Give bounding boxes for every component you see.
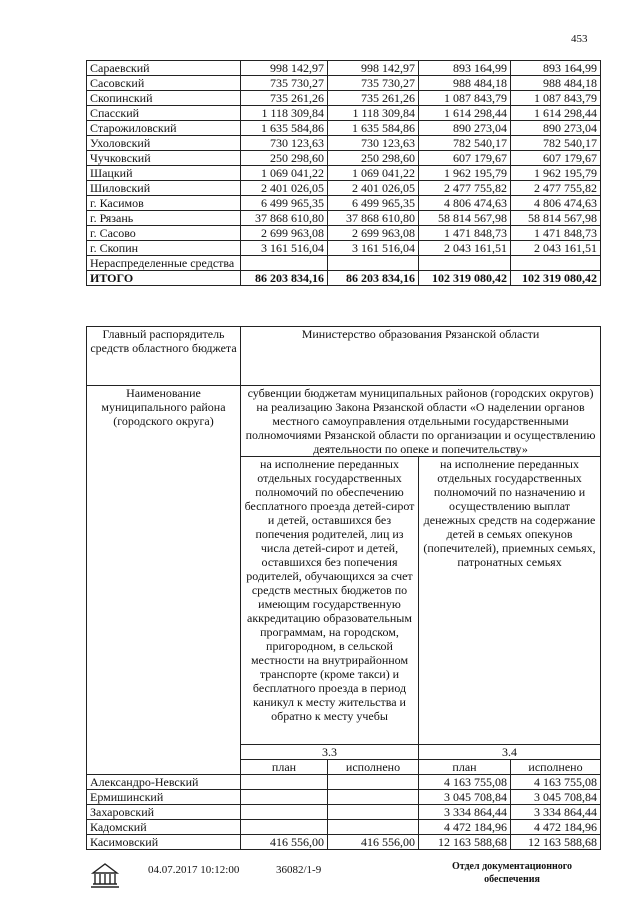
footer-department: Отдел документационного обеспечения — [451, 861, 573, 885]
amount-cell: 250 298,60 — [328, 151, 419, 166]
amount-cell — [328, 805, 419, 820]
code-3-4: 3.4 — [419, 745, 601, 760]
total-amount: 86 203 834,16 — [328, 271, 419, 286]
table-row — [87, 820, 601, 835]
amount-cell: 2 043 161,51 — [511, 241, 601, 256]
column-3-3-description: на исполнение переданных отдельных государственных полномочий по обеспечению бесплатного проезда детей-сирот и детей, оставшихся без попечения родителей, лиц из числа детей-сирот и детей, оставшихся без попечения родителей, обучающихся за счет средств местных бюджетов по имеющим государственную аккредитацию образовательным программам, на городском, пригородном, в сельской местности на внутрирайонном транспорте (кроме такси) и бесплатного проезда в период каникул к месту жительства и обратно к месту учебы — [241, 457, 419, 745]
empty-cell — [419, 256, 511, 271]
district-name: г. Сасово — [87, 226, 241, 241]
amount-cell: 6 499 965,35 — [241, 196, 328, 211]
amount-cell: 2 477 755,82 — [419, 181, 511, 196]
table-row — [87, 91, 601, 106]
district-name: Ермишинский — [87, 790, 241, 805]
amount-cell — [241, 820, 328, 835]
amount-cell: 1 614 298,44 — [419, 106, 511, 121]
amount-cell: 3 161 516,04 — [241, 241, 328, 256]
amount-cell: 1 471 848,73 — [511, 226, 601, 241]
amount-cell: 1 614 298,44 — [511, 106, 601, 121]
amount-cell: 1 471 848,73 — [419, 226, 511, 241]
amount-cell: 12 163 588,68 — [419, 835, 511, 850]
column-3-4-description: на исполнение переданных отдельных государственных полномочий по назначению и осуществлению выплат денежных средств на содержание детей в семьях опекунов (попечителей), приемных семьях, патронатных семьях — [419, 457, 601, 745]
amount-cell: 3 161 516,04 — [328, 241, 419, 256]
amount-cell: 1 118 309,84 — [241, 106, 328, 121]
district-name-label: Наименование муниципального района (городского округа) — [87, 386, 241, 775]
amount-cell: 1 087 843,79 — [511, 91, 601, 106]
district-name: Старожиловский — [87, 121, 241, 136]
table-row — [87, 241, 601, 256]
total-row — [87, 271, 601, 286]
empty-cell — [241, 256, 328, 271]
amount-cell: 4 163 755,08 — [419, 775, 511, 790]
district-name: г. Скопин — [87, 241, 241, 256]
amount-cell: 998 142,97 — [328, 61, 419, 76]
amount-cell: 37 868 610,80 — [241, 211, 328, 226]
district-name: Шацкий — [87, 166, 241, 181]
amount-cell: 893 164,99 — [419, 61, 511, 76]
amount-cell: 3 045 708,84 — [511, 790, 601, 805]
district-name: г. Рязань — [87, 211, 241, 226]
amount-cell: 58 814 567,98 — [419, 211, 511, 226]
district-name: Сараевский — [87, 61, 241, 76]
amount-cell: 890 273,04 — [511, 121, 601, 136]
empty-cell — [328, 256, 419, 271]
amount-cell — [328, 790, 419, 805]
table-row — [87, 61, 601, 76]
amount-cell: 998 142,97 — [241, 61, 328, 76]
table-row — [87, 136, 601, 151]
district-name: Кадомский — [87, 820, 241, 835]
amount-cell: 1 962 195,79 — [419, 166, 511, 181]
amount-cell: 1 087 843,79 — [419, 91, 511, 106]
total-amount: 102 319 080,42 — [511, 271, 601, 286]
amount-cell: 4 806 474,63 — [511, 196, 601, 211]
district-name: Захаровский — [87, 805, 241, 820]
footer-datetime: 04.07.2017 10:12:00 — [148, 864, 240, 876]
amount-cell: 1 069 041,22 — [241, 166, 328, 181]
amount-cell: 735 261,26 — [241, 91, 328, 106]
amount-cell: 735 261,26 — [328, 91, 419, 106]
district-name: Шиловский — [87, 181, 241, 196]
main-distributor-label: Главный распорядитель средств областного бюджета — [87, 327, 241, 386]
amount-cell: 1 962 195,79 — [511, 166, 601, 181]
amount-cell: 1 118 309,84 — [328, 106, 419, 121]
unallocated-row — [87, 256, 601, 271]
main-distributor-value: Министерство образования Рязанской области — [241, 327, 601, 386]
table-row — [87, 151, 601, 166]
amount-cell: 4 163 755,08 — [511, 775, 601, 790]
table-row — [87, 790, 601, 805]
district-name: Касимовский — [87, 835, 241, 850]
table-row — [87, 211, 601, 226]
total-amount: 86 203 834,16 — [241, 271, 328, 286]
amount-cell: 37 868 610,80 — [328, 211, 419, 226]
plan-header-3-3: план — [241, 760, 328, 775]
amount-cell: 1 635 584,86 — [241, 121, 328, 136]
amount-cell: 607 179,67 — [511, 151, 601, 166]
amount-cell: 890 273,04 — [419, 121, 511, 136]
page-number: 453 — [571, 33, 588, 45]
empty-cell — [511, 256, 601, 271]
amount-cell: 1 069 041,22 — [328, 166, 419, 181]
amount-cell: 3 334 864,44 — [419, 805, 511, 820]
amount-cell: 1 635 584,86 — [328, 121, 419, 136]
amount-cell: 2 401 026,05 — [241, 181, 328, 196]
budget-table-bottom — [86, 326, 601, 850]
amount-cell: 782 540,17 — [511, 136, 601, 151]
amount-cell: 2 401 026,05 — [328, 181, 419, 196]
amount-cell — [241, 790, 328, 805]
amount-cell: 58 814 567,98 — [511, 211, 601, 226]
amount-cell: 2 477 755,82 — [511, 181, 601, 196]
amount-cell: 607 179,67 — [419, 151, 511, 166]
amount-cell: 988 484,18 — [419, 76, 511, 91]
done-header-3-3: исполнено — [328, 760, 419, 775]
amount-cell — [241, 805, 328, 820]
footer-doc-id: 36082/1-9 — [276, 864, 322, 876]
plan-header-3-4: план — [419, 760, 511, 775]
amount-cell: 893 164,99 — [511, 61, 601, 76]
amount-cell: 6 499 965,35 — [328, 196, 419, 211]
district-name: Сасовский — [87, 76, 241, 91]
amount-cell: 3 334 864,44 — [511, 805, 601, 820]
unallocated-label: Нераспределенные средства — [87, 256, 241, 271]
table-row — [87, 106, 601, 121]
table-row — [87, 196, 601, 211]
amount-cell: 988 484,18 — [511, 76, 601, 91]
table-row — [87, 121, 601, 136]
amount-cell: 2 043 161,51 — [419, 241, 511, 256]
amount-cell — [241, 775, 328, 790]
district-name: Александро-Невский — [87, 775, 241, 790]
total-label: ИТОГО — [87, 271, 241, 286]
amount-cell: 730 123,63 — [241, 136, 328, 151]
amount-cell: 2 699 963,08 — [241, 226, 328, 241]
amount-cell: 730 123,63 — [328, 136, 419, 151]
table-row — [87, 181, 601, 196]
amount-cell: 12 163 588,68 — [511, 835, 601, 850]
amount-cell: 250 298,60 — [241, 151, 328, 166]
amount-cell: 4 472 184,96 — [419, 820, 511, 835]
district-name: Чучковский — [87, 151, 241, 166]
amount-cell: 416 556,00 — [328, 835, 419, 850]
table-row — [87, 835, 601, 850]
amount-cell: 3 045 708,84 — [419, 790, 511, 805]
table-row — [87, 76, 601, 91]
budget-table-top — [86, 60, 601, 286]
table-row — [87, 805, 601, 820]
amount-cell — [328, 820, 419, 835]
table-row — [87, 775, 601, 790]
district-name: Ухоловский — [87, 136, 241, 151]
amount-cell: 782 540,17 — [419, 136, 511, 151]
code-3-3: 3.3 — [241, 745, 419, 760]
district-name: Спасский — [87, 106, 241, 121]
amount-cell — [328, 775, 419, 790]
duma-stamp-icon — [88, 860, 122, 890]
total-amount: 102 319 080,42 — [419, 271, 511, 286]
district-name: Скопинский — [87, 91, 241, 106]
table-row — [87, 226, 601, 241]
amount-cell: 4 806 474,63 — [419, 196, 511, 211]
amount-cell: 2 699 963,08 — [328, 226, 419, 241]
done-header-3-4: исполнено — [511, 760, 601, 775]
amount-cell: 735 730,27 — [328, 76, 419, 91]
district-name: г. Касимов — [87, 196, 241, 211]
table-row — [87, 166, 601, 181]
amount-cell: 4 472 184,96 — [511, 820, 601, 835]
amount-cell: 735 730,27 — [241, 76, 328, 91]
subvention-title: субвенции бюджетам муниципальных районов (городских округов) на реализацию Закона Рязанской области «О наделении органов местного самоуправления отдельными государственными полномочиями Рязанской области по организации и осуществлению деятельности по опеке и попечительству» — [241, 386, 601, 457]
amount-cell: 416 556,00 — [241, 835, 328, 850]
